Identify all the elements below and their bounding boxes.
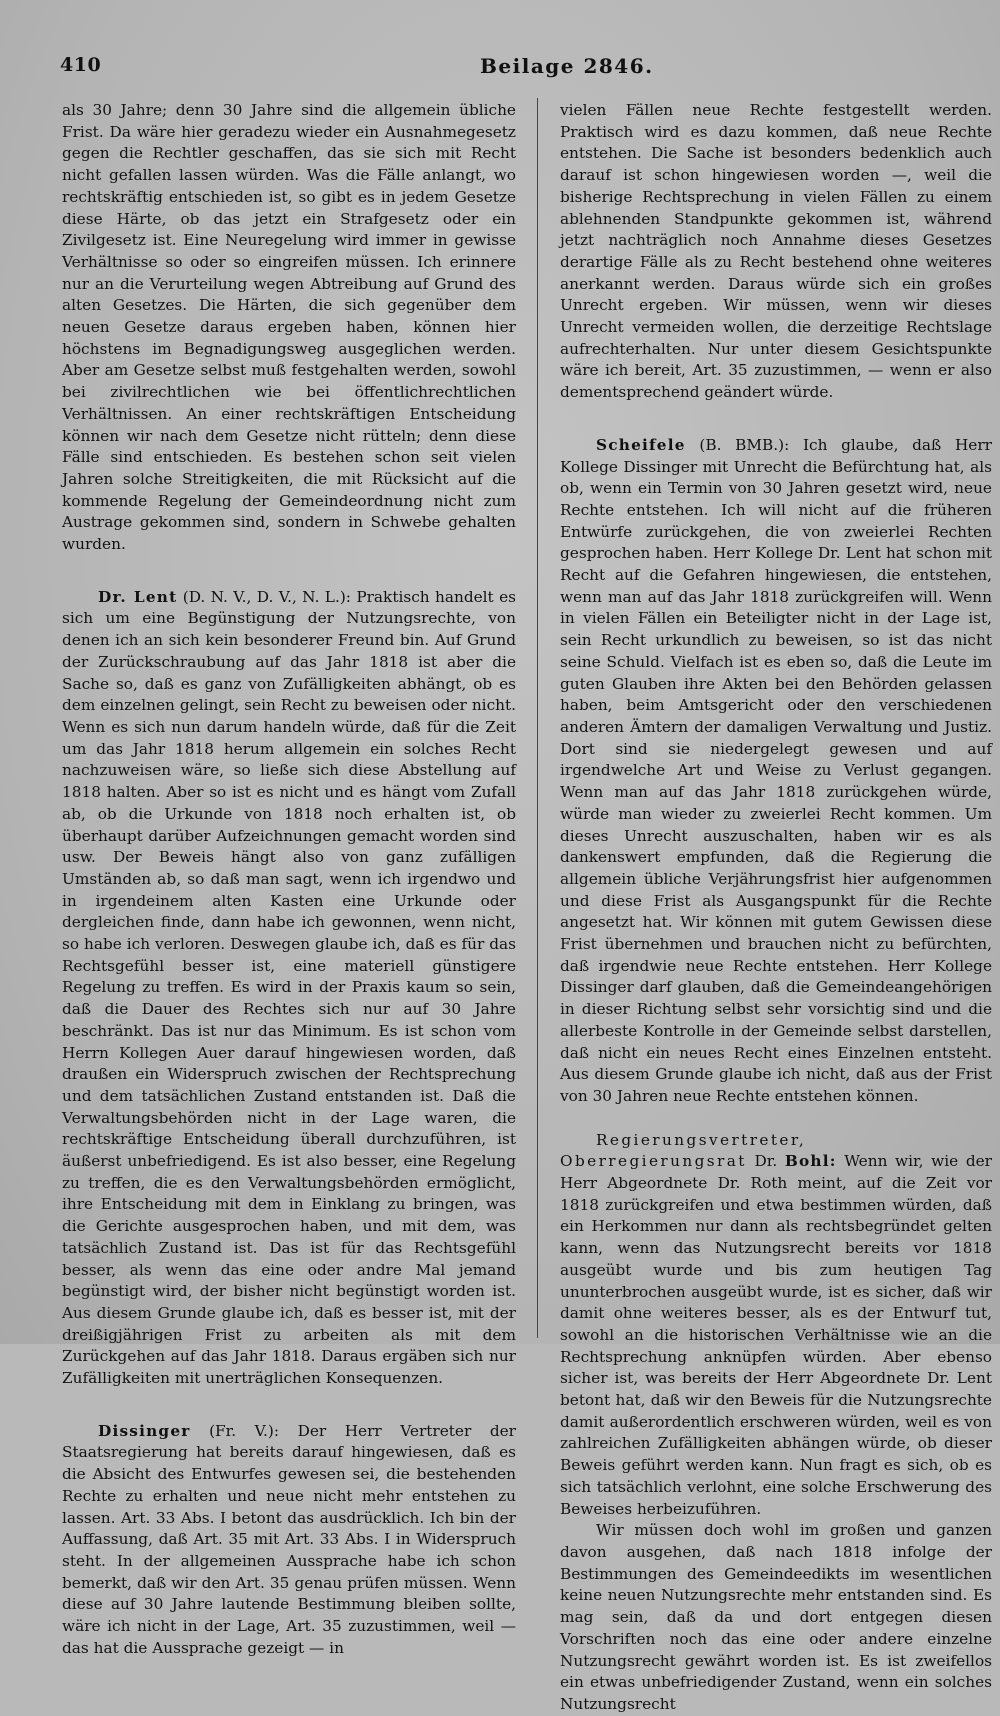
right-column [560,100,992,1716]
paragraph-continuation: als 30 Jahre; denn 30 Jahre sind die allgemein übliche Frist. Da wäre hier geradezu wieder ein Ausnahmegesetz gegen die Rechtler geschaffen, das sie sich mit Recht nicht gefallen lassen würden. Was die Fälle anlangt, wo rechtskräftig entschieden ist, so gibt es in jedem Gesetze diese Härte, ob das jetzt ein Strafgesetz oder ein Zivilgesetz ist. Eine Neuregelung wird immer in gewisse Verhältnisse so oder so eingreifen müssen. Ich erinnere nur an die Verurteilung wegen Abtreibung auf Grund des alten Gesetzes. Die Härten, die sich gegenüber dem neuen Gesetze daraus ergeben haben, können hier höchstens im Begnadigungsweg ausgeglichen werden. Aber am Gesetze selbst muß festgehalten werden, sowohl bei zivilrechtlichen wie bei öffentlichrechtlichen Verhältnissen. An einer rechtskräftigen Entscheidung können wir nach dem Gesetze nicht rütteln; denn diese Fälle sind entschieden. Es bestehen schon seit vielen Jahren solche Streitigkeiten, die mit Rücksicht auf die kommende Regelung der Gemeindeordnung nicht zum Austrage gekommen sind, sondern in Schwebe gehalten wurden. [62,101,516,554]
page-title: Beilage 2846. [480,54,654,78]
speaker-title: Dr. [754,1152,778,1171]
paragraph-lent [62,587,516,1390]
paragraph-dissinger [62,1421,516,1660]
speech-text: Der Herr Vertreter der Staatsregierung hat bereits darauf hingewiesen, daß es die Absicht des Entwurfes gewesen sei, die bestehenden Rechte zu erhalten und neue nicht mehr entstehen zu lassen. Art. 33 Abs. I betont das ausdrücklich. Ich bin der Auffassung, daß Art. 35 mit Art. 33 Abs. I in Widerspruch steht. In der allgemeinen Aussprache habe ich schon bemerkt, daß wir den Art. 35 genau prüfen müssen. Wenn diese auf 30 Jahre lautende Bestimmung bleiben sollte, wäre ich nicht in der Lage, Art. 35 zuzustimmen, weil — das hat die Aussprache gezeigt — in [62,1421,516,1657]
speech-text: Wenn wir, wie der Herr Abgeordnete Dr. Roth meint, auf die Zeit vor 1818 zurückgreifen und etwa bestimmen würden, daß ein Herkommen nur dann als rechtsbegründet gelten kann, wenn das Nutzungsrecht bereits vor 1818 ausgeübt wurde und bis zum heutigen Tag ununterbrochen ausgeübt wurde, ist es sicher, daß wir damit ohne weiteres besser, als es der Entwurf tut, sowohl an die historischen Verhältnisse wie an die Rechtsprechung anknüpfen würden. Aber ebenso sicher ist, was bereits der Herr Abgeordnete Dr. Lent betont hat, daß wir den Beweis für die Nutzungsrechte damit außerordentlich erschweren würden, weil es von zahlreichen Zufälligkeiten abhängen würde, ob dieser Beweis geführt werden kann. Nun fragt es sich, ob es sich tatsächlich verlohnt, eine solche Erschwerung des Beweises herbeizuführen. [560,1152,992,1518]
speech-text: Ich glaube, daß Herr Kollege Dissinger mit Unrecht die Befürchtung hat, als ob, wenn ein Termin von 30 Jahren gesetzt wird, neue Rechte entstehen. Ich will nicht auf die früheren Entwürfe zurückgehen, die von zweierlei Rechten gesprochen haben. Herr Kollege Dr. Lent hat schon mit Recht auf die Gefahren hingewiesen, die entstehen, wenn man auf das Jahr 1818 zurückgreifen will. Wenn in vielen Fällen ein Beteiligter nicht in der Lage ist, sein Recht urkundlich zu beweisen, so ist das nicht seine Schuld. Vielfach ist es eben so, daß die Leute im guten Glauben ihre Akten bei den Behörden gelassen haben, beim Amtsgericht oder den verschiedenen anderen Ämtern der damaligen Verwaltung und Justiz. Dort sind sie niedergelegt gewesen und auf irgendwelche Art und Weise zu Verlust gegangen. Wenn man auf das Jahr 1818 zurückgehen würde, würde man wieder zu zweierlei Recht kommen. Um dieses Unrecht auszuschalten, haben wir es als dankenswert empfunden, daß die Regierung die allgemein übliche Verjährungsfrist hier aufgenommen und diese Frist als Ausgangspunkt für die Rechte angesetzt hat. Wir können mit gutem Gewissen diese Frist übernehmen und brauchen nicht zu befürchten, daß irgendwie neue Rechte entstehen. Herr Kollege Dissinger darf glauben, daß die Gemeindeangehörigen in dieser Richtung selbst sehr vorsichtig sind und die allerbeste Kontrolle in der Gemeinde selbst darstellen, daß nicht ein neues Recht eines Einzelnen entsteht. Aus diesem Grunde glaube ich nicht, daß aus der Frist von 30 Jahren neue Rechte entstehen können. [560,435,992,1105]
speaker-name: Scheifele [596,435,686,454]
speaker-party: (Fr. V.): [209,1421,280,1440]
speaker-party: (B. BMB.): [699,435,790,454]
page-header [60,54,960,82]
speaker-role: Regierungsvertreter, Oberregierungsrat [560,1130,807,1171]
paragraph-bohl-2: Wir müssen doch wohl im großen und ganzen davon ausgehen, daß nach 1818 infolge der Bestimmungen des Gemeindeedikts im wesentlichen keine neuen Nutzungsrechte mehr entstanden sind. Es mag sein, daß da und dort entgegen diesen Vorschriften noch das eine oder andere einzelne Nutzungsrecht gewährt worden ist. Es ist zweifellos ein etwas unbefriedigender Zustand, wenn ein solches Nutzungsrecht [560,1521,992,1713]
speaker-name: Dr. Lent [98,587,178,606]
speaker-name: Dissinger [98,1421,191,1440]
speaker-party: (D. N. V., D. V., N. L.): [182,587,351,606]
paragraph-continuation: vielen Fällen neue Rechte festgestellt werden. Praktisch wird es dazu kommen, daß neue Rechte entstehen. Die Sache ist besonders bedenklich auch darauf ist schon hingewiesen worden —, weil die bisherige Rechtsprechung in vielen Fällen zu einem ablehnenden Standpunkte gekommen ist, während jetzt nachträglich noch Annahme dieses Gesetzes derartige Fälle als zu Recht bestehend ohne weiteres anerkannt werden. Daraus würde sich ein großes Unrecht ergeben. Wir müssen, wenn wir dieses Unrecht vermeiden wollen, die derzeitige Rechtslage aufrechterhalten. Nur unter diesem Gesichtspunkte wäre ich bereit, Art. 35 zuzustimmen, — wenn er also dementsprechend geändert würde. [560,101,992,402]
paragraph-bohl [560,1130,992,1521]
column-divider [537,98,538,1338]
speaker-name: Bohl: [784,1152,837,1171]
page-number: 410 [60,54,102,76]
paragraph-scheifele [560,435,992,1108]
speech-text: Praktisch handelt es sich um eine Begünstigung der Nutzungsrechte, von denen ich an sich kein besonderer Freund bin. Auf Grund der Zurückschraubung auf das Jahr 1818 ist aber die Sache so, daß es ganz von Zufälligkeiten abhängt, ob es dem einzelnen gelingt, sein Recht zu beweisen oder nicht. Wenn es sich nun darum handeln würde, daß für die Zeit um das Jahr 1818 herum allgemein ein solches Recht nachzuweisen wäre, so ließe sich diese Abstellung auf 1818 halten. Aber so ist es nicht und es hängt vom Zufall ab, ob die Urkunde von 1818 noch erhalten ist, ob überhaupt darüber Aufzeichnungen gemacht worden sind usw. Der Beweis hängt also von ganz zufälligen Umständen ab, so daß man sagt, wenn ich irgendwo und in irgendeinem alten Kasten eine Urkunde oder dergleichen finde, dann habe ich gewonnen, wenn nicht, so habe ich verloren. Deswegen glaube ich, daß es für das Rechtsgefühl besser ist, eine materiell günstigere Regelung zu treffen. Es wird in der Praxis kaum so sein, daß die Dauer des Rechtes sich nur auf 30 Jahre beschränkt. Das ist nur das Minimum. Es ist schon vom Herrn Kollegen Auer darauf hingewiesen worden, daß draußen ein Widerspruch zwischen der Rechtsprechung und dem tatsächlichen Zustand entstanden ist. Daß die Verwaltungsbehörden nicht in der Lage waren, die rechtskräftige Entscheidung überall durchzuführen, ist äußerst unbefriedigend. Es ist also besser, eine Regelung zu treffen, die es den Verwaltungsbehörden ermöglicht, ihre Entscheidung mit dem in Einklang zu bringen, was die Gerichte ausgesprochen haben, und mit dem, was tatsächlich Zustand ist. Das ist für das Rechtsgefühl besser, als wenn das eine oder andre Mal jemand begünstigt wird, der bisher nicht begünstigt worden ist. Aus diesem Grunde glaube ich, daß es besser ist, mit der dreißigjährigen Frist zu arbeiten als mit dem Zurückgehen auf das Jahr 1818. Daraus ergäben sich nur Zufälligkeiten mit unerträglichen Konsequenzen. [62,587,516,1388]
left-column [62,100,516,1660]
